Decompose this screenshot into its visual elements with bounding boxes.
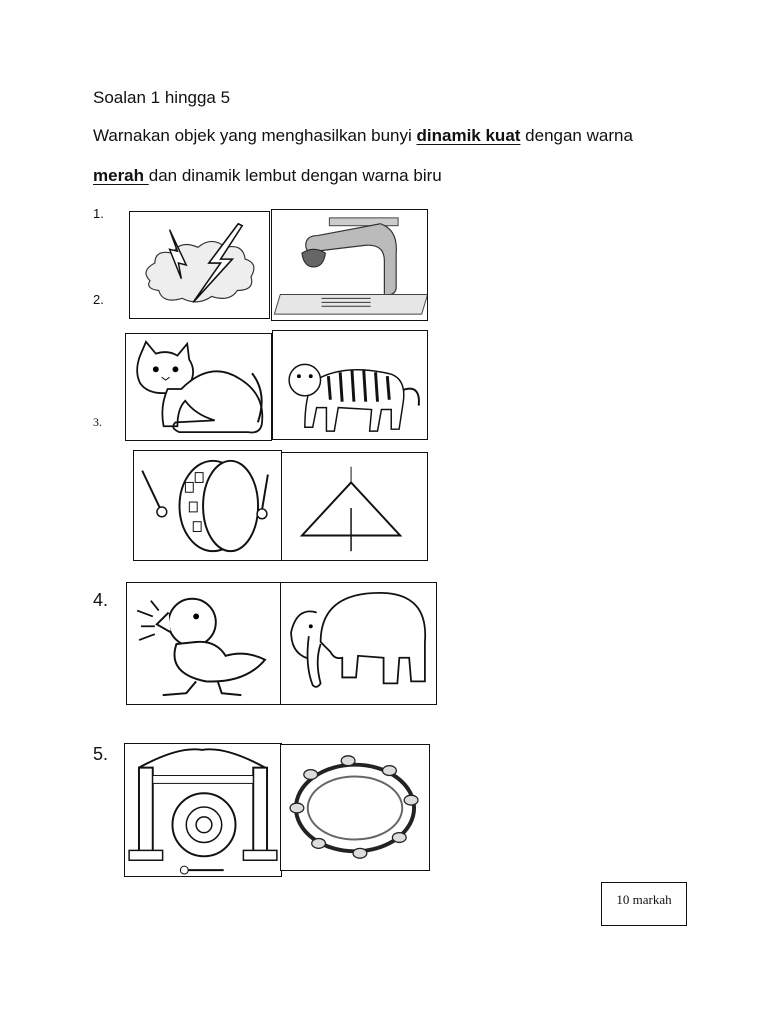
heading: Soalan 1 hingga 5 xyxy=(93,88,231,107)
question-number: 2. xyxy=(93,292,104,307)
tiger-icon xyxy=(273,331,427,439)
marks-label: 10 markah xyxy=(616,892,672,907)
cat-icon xyxy=(126,334,271,440)
tap-icon xyxy=(272,210,427,320)
question-number: 1. xyxy=(93,206,104,221)
dripping-tap-image xyxy=(271,209,428,321)
tambourine-image xyxy=(280,744,430,871)
instruction-text: dan dinamik lembut dengan warna biru xyxy=(148,166,442,185)
chick-icon xyxy=(127,583,281,704)
instruction-line-1 xyxy=(93,126,633,146)
strong-dynamic-label: dinamik kuat xyxy=(416,126,521,145)
elephant-image xyxy=(280,582,437,705)
red-color-label: merah xyxy=(93,166,149,185)
instruction-text: dengan warna xyxy=(520,126,633,145)
elephant-icon xyxy=(281,583,436,704)
question-number: 4. xyxy=(93,590,109,610)
drum-icon xyxy=(134,451,281,560)
triangle-instrument-icon xyxy=(282,453,427,560)
tiger-image xyxy=(272,330,428,440)
thunder-cloud-icon xyxy=(130,212,269,318)
question-number: 5. xyxy=(93,744,109,764)
chick-image xyxy=(126,582,282,705)
marks-box xyxy=(601,882,687,926)
thunder-cloud-image xyxy=(129,211,270,319)
triangle-image xyxy=(281,452,428,561)
drum-image xyxy=(133,450,282,561)
cat-image xyxy=(125,333,272,441)
gong-icon xyxy=(125,744,281,876)
instruction-text: Warnakan objek yang menghasilkan bunyi xyxy=(93,126,417,145)
instruction-line-2 xyxy=(93,166,442,186)
gong-image xyxy=(124,743,282,877)
tambourine-icon xyxy=(281,745,429,870)
question-number: 3. xyxy=(93,415,102,429)
